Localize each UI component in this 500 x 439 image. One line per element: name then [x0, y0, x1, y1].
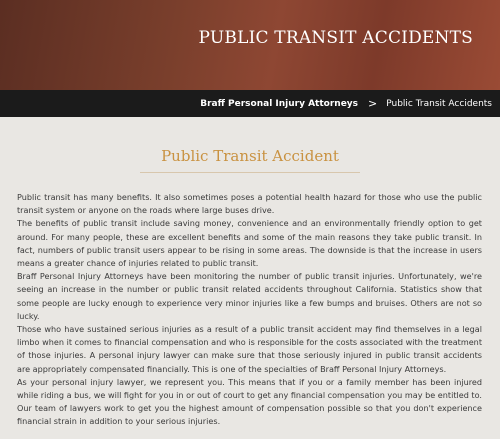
breadcrumb [0, 90, 500, 117]
article-paragraph: The benefits of public transit include saving money, convenience and an environmentally friendly option to get around. For many people, these are excellent benefits and some of the main reasons they take public transit. In fact, numbers of public transit users appear to be rising in some areas. The downside is that the increase in users means a greater chance of injuries related to public transit. [17, 218, 482, 269]
title-divider [140, 172, 360, 173]
hero-banner [0, 0, 500, 90]
page-title: PUBLIC TRANSIT ACCIDENTS [198, 28, 473, 48]
chevron-right-icon: > [368, 97, 378, 110]
article-paragraph: Those who have sustained serious injuries as a result of a public transit accident may find themselves in a legal limbo when it comes to financial compensation and who is responsible for the costs associated with the treatment of those injuries. A personal injury lawyer can make sure that those seriously injured in public transit accidents are appropriately compensated financially. This is one of the specialties of Braff Personal Injury Attorneys. [17, 324, 482, 374]
article-body [17, 191, 482, 429]
breadcrumb-home-link[interactable]: Braff Personal Injury Attorneys [200, 98, 359, 109]
main-content [0, 117, 500, 439]
breadcrumb-current: Public Transit Accidents [386, 98, 492, 109]
article-paragraph: Braff Personal Injury Attorneys have been monitoring the number of public transit injuries. Unfortunately, we're seeing an increase in the number or public transit related accidents throughout California. Statistics show that some people are lucky enough to experience very minor injuries like a few bumps and bruises. Others are not so lucky. [17, 271, 482, 321]
article-paragraph: As your personal injury lawyer, we represent you. This means that if you or a family member has been injured while riding a bus, we will fight for you in or out of court to get any financial compensation you may be entitled to. Our team of lawyers work to get you the highest amount of compensation possible so that you don't experience financial strain in addition to your serious injuries. [17, 376, 482, 427]
article-paragraph: Public transit has many benefits. It also sometimes poses a potential health hazard for those who use the public transit system or anyone on the roads where large buses drive. [17, 192, 482, 216]
article-title: Public Transit Accident [161, 147, 339, 165]
